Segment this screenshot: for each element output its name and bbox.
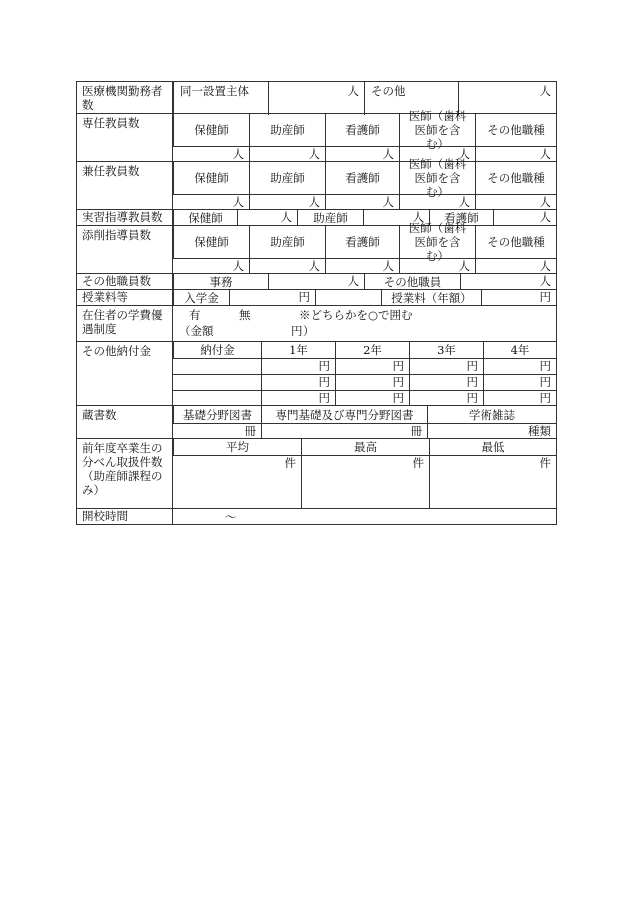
count-cell[interactable]: 人 <box>399 259 475 274</box>
resident-discount-section <box>76 306 557 342</box>
min-label: 最低 <box>429 439 556 455</box>
average-cell[interactable]: 件 <box>284 456 296 470</box>
fee-name-cell[interactable] <box>173 375 261 390</box>
office-staff-label: 事務 <box>173 274 268 290</box>
books-count-row <box>173 423 556 439</box>
count-cell[interactable]: 人 <box>399 195 475 210</box>
tuition-section <box>76 290 557 306</box>
fee-amount-cell[interactable]: 円 <box>335 391 409 406</box>
practicum-section <box>76 210 557 226</box>
count-cell[interactable]: 人 <box>325 259 399 274</box>
other-org-count-cell[interactable]: 人 <box>458 82 556 115</box>
role-public-health-nurse: 保健師 <box>173 226 249 258</box>
time-range-tilde: ～ <box>225 510 237 524</box>
role-nurse: 看護師 <box>325 162 399 194</box>
role-physician: 医師（歯科医師を含む） <box>399 162 475 194</box>
max-label: 最高 <box>301 439 429 455</box>
role-nurse: 看護師 <box>325 226 399 258</box>
basic-books-label: 基礎分野図書 <box>173 406 261 423</box>
other-fees-section <box>76 342 557 406</box>
count-cell[interactable]: 人 <box>249 147 325 162</box>
fee-amount-cell[interactable]: 円 <box>483 391 556 406</box>
journals-label: 学術雑誌 <box>427 406 556 423</box>
annual-tuition-label: 授業料（年額） <box>381 290 481 306</box>
same-org-label: 同一設置主体 <box>173 82 268 115</box>
circle-one-note: ※どちらかを○で囲む <box>299 308 413 322</box>
fee-header: 納付金 <box>173 342 261 358</box>
hospital-staff-row <box>173 82 556 115</box>
specialized-books-label: 専門基礎及び専門分野図書 <box>261 406 427 423</box>
min-cell[interactable]: 件 <box>429 456 556 509</box>
count-cell[interactable]: 人 <box>363 210 429 226</box>
count-cell[interactable]: 人 <box>475 195 556 210</box>
count-cell[interactable]: 人 <box>249 195 325 210</box>
books-label: 蔵書数 <box>77 406 173 438</box>
deliveries-value-row <box>173 455 556 509</box>
fee-amount-cell[interactable]: 円 <box>409 375 483 390</box>
fee-amount-cell[interactable]: 円 <box>483 359 556 374</box>
count-cell[interactable]: 人 <box>249 259 325 274</box>
role-physician: 医師（歯科医師を含む） <box>399 226 475 258</box>
count-cell[interactable]: 人 <box>475 147 556 162</box>
practicum-role-midwife: 助産師 <box>297 210 363 226</box>
same-org-count-cell[interactable]: 人 <box>268 82 364 115</box>
count-cell[interactable]: 人 <box>460 274 556 290</box>
fee-name-cell[interactable] <box>173 359 261 374</box>
tuition-blank-cell <box>315 290 381 306</box>
practicum-row <box>173 210 556 226</box>
role-midwife: 助産師 <box>249 226 325 258</box>
role-physician: 医師（歯科医師を含む） <box>399 114 475 146</box>
practicum-role-nurse: 看護師 <box>429 210 493 226</box>
correction-count-row <box>173 258 556 274</box>
full-time-role-row <box>173 109 556 151</box>
year-3-header: 3年 <box>409 342 483 358</box>
role-other: その他職種 <box>475 114 556 146</box>
part-time-count-row <box>173 194 556 210</box>
fee-amount-cell[interactable]: 円 <box>483 375 556 390</box>
hours-section <box>76 509 557 525</box>
year-4-header: 4年 <box>483 342 556 358</box>
role-midwife: 助産師 <box>249 114 325 146</box>
max-cell[interactable]: 件 <box>301 456 429 509</box>
option-yes[interactable]: 有 <box>189 308 201 322</box>
other-fees-header-row <box>173 342 556 358</box>
deliveries-label: 前年度卒業生の分べん取扱件数（助産師課程のみ） <box>77 439 173 508</box>
year-1-header: 1年 <box>261 342 335 358</box>
count-cell[interactable]: 人 <box>232 195 244 209</box>
full-time-section <box>76 109 557 162</box>
deliveries-header-row <box>173 439 556 455</box>
other-org-label: その他 <box>364 82 458 115</box>
other-fees-label: その他納付金 <box>77 342 173 405</box>
other-staff-label: その他職員数 <box>77 274 173 289</box>
fee-row <box>173 374 556 390</box>
count-cell[interactable]: 人 <box>268 274 364 290</box>
count-cell[interactable]: 人 <box>475 259 556 274</box>
other-staff-type-label: その他職員 <box>364 274 460 290</box>
entrance-fee-label: 入学金 <box>173 290 229 306</box>
tuition-row <box>173 290 556 306</box>
role-midwife: 助産師 <box>249 162 325 194</box>
fee-row <box>173 390 556 406</box>
fee-amount-cell[interactable]: 円 <box>409 391 483 406</box>
basic-books-count[interactable]: 冊 <box>244 424 256 438</box>
school-info-form <box>76 81 557 525</box>
amount-unit: 円 <box>291 324 303 338</box>
count-cell[interactable]: 人 <box>325 195 399 210</box>
part-time-label: 兼任教員数 <box>77 162 173 209</box>
year-2-header: 2年 <box>335 342 409 358</box>
practicum-role-phn: 保健師 <box>173 210 237 226</box>
tuition-label: 授業料等 <box>77 290 173 305</box>
amount-label: （金額 <box>179 324 214 338</box>
specialized-books-count[interactable]: 冊 <box>261 424 427 439</box>
fee-amount-cell[interactable]: 円 <box>261 359 335 374</box>
books-header-row <box>173 406 556 423</box>
count-cell[interactable]: 人 <box>232 259 244 273</box>
hospital-staff-label: 医療機関勤務者数 <box>77 82 173 113</box>
part-time-section <box>76 157 557 210</box>
fee-amount-cell[interactable]: 円 <box>335 359 409 374</box>
other-staff-section <box>76 274 557 290</box>
part-time-role-row <box>173 157 556 199</box>
fee-amount-cell[interactable]: 円 <box>335 375 409 390</box>
role-public-health-nurse: 保健師 <box>173 162 249 194</box>
correction-role-row <box>173 221 556 263</box>
journals-count[interactable]: 種類 <box>427 424 556 439</box>
count-cell[interactable]: 人 <box>493 210 556 226</box>
fee-name-cell[interactable] <box>173 391 261 406</box>
role-other: その他職種 <box>475 162 556 194</box>
resident-discount-row: 有 無 ※どちらかを○で囲む （金額 円 ） <box>179 308 413 338</box>
fee-amount-cell[interactable]: 円 <box>261 375 335 390</box>
fee-row <box>173 358 556 374</box>
annual-tuition-cell[interactable]: 円 <box>481 290 556 306</box>
correction-section <box>76 221 557 274</box>
entrance-fee-cell[interactable]: 円 <box>229 290 315 306</box>
other-staff-row <box>173 274 556 290</box>
hospital-staff-section <box>76 81 557 114</box>
count-cell[interactable]: 人 <box>399 147 475 162</box>
count-cell[interactable]: 人 <box>325 147 399 162</box>
resident-discount-label: 在住者の学費優遇制度 <box>77 306 173 341</box>
books-section <box>76 406 557 439</box>
fee-amount-cell[interactable]: 円 <box>409 359 483 374</box>
full-time-count-row <box>173 146 556 162</box>
practicum-label: 実習指導教員数 <box>77 210 173 225</box>
fee-amount-cell[interactable]: 円 <box>261 391 335 406</box>
option-no[interactable]: 無 <box>239 308 251 322</box>
count-cell[interactable]: 人 <box>237 210 297 226</box>
count-cell[interactable]: 人 <box>232 147 244 161</box>
role-other: その他職種 <box>475 226 556 258</box>
hours-label: 開校時間 <box>77 509 173 524</box>
full-time-label: 専任教員数 <box>77 114 173 161</box>
correction-label: 添削指導員数 <box>77 226 173 273</box>
role-public-health-nurse: 保健師 <box>173 114 249 146</box>
role-nurse: 看護師 <box>325 114 399 146</box>
hours-row[interactable] <box>173 509 556 525</box>
deliveries-section <box>76 439 557 509</box>
average-label: 平均 <box>173 439 301 455</box>
